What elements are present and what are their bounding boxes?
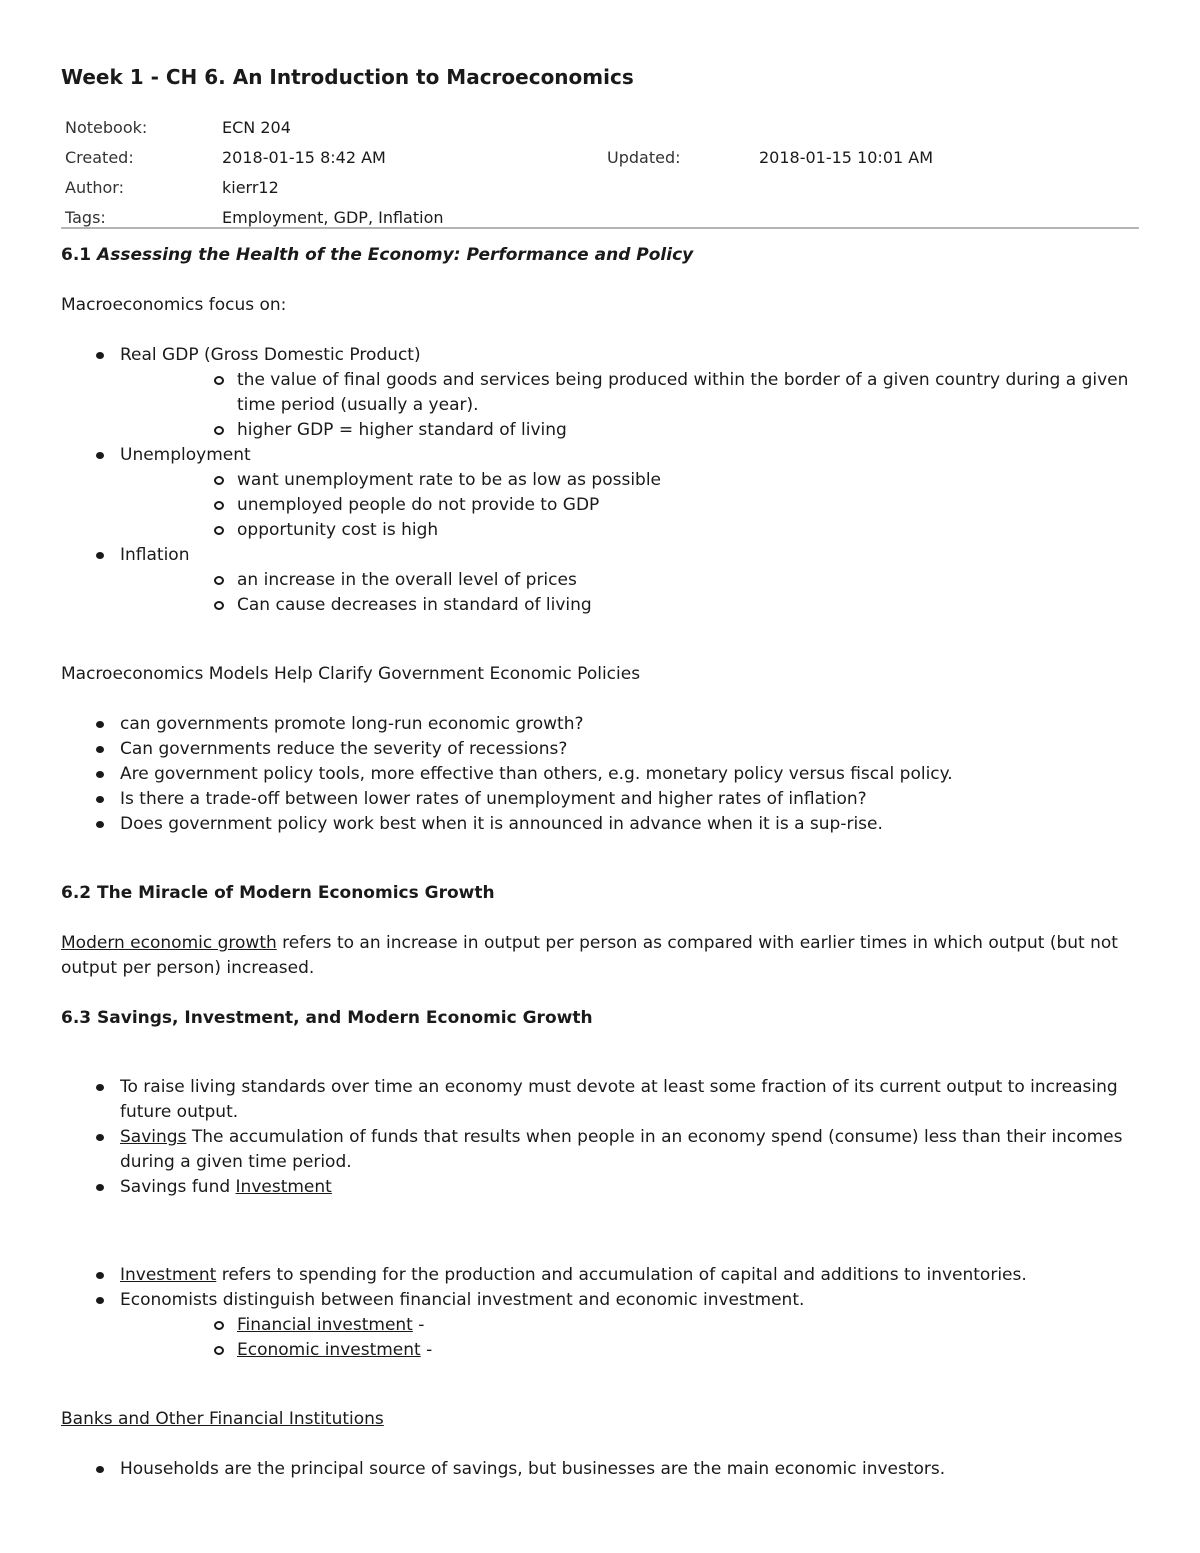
financial-investment-term: Financial investment (237, 1315, 413, 1335)
list-item (61, 1263, 1136, 1288)
sub-list (120, 468, 1136, 543)
note-body (61, 243, 1136, 1482)
sub-list-item: want unemployment rate to be as low as possible (120, 468, 1136, 493)
notebook-value: ECN 204 (222, 117, 291, 137)
created-label: Created: (65, 147, 134, 167)
author-label: Author: (65, 177, 124, 197)
section-6-2-heading: 6.2 The Miracle of Modern Economics Growth (61, 883, 495, 903)
list-item (61, 443, 1136, 543)
list-item (61, 1175, 1136, 1200)
list-item: Can governments reduce the severity of recessions? (61, 737, 1136, 762)
list-item (61, 1125, 1136, 1175)
savings-definition: The accumulation of funds that results when people in an economy spend (consume) less than their incomes during a given time period. (120, 1127, 1123, 1172)
list-item: can governments promote long-run economic growth? (61, 712, 1136, 737)
banks-heading (61, 1407, 1136, 1432)
sub-list-item (120, 1338, 1136, 1363)
section-6-1-title: Assessing the Health of the Economy: Performance and Policy (97, 245, 694, 265)
list-item-label: Economists distinguish between financial investment and economic investment. (120, 1290, 805, 1310)
tags-label: Tags: (65, 207, 106, 227)
list-item: Does government policy work best when it is announced in advance when it is a sup-rise. (61, 812, 1136, 837)
savings-fund-term: Investment (235, 1177, 332, 1197)
sub-list (120, 368, 1136, 443)
section-6-3-heading: 6.3 Savings, Investment, and Modern Economic Growth (61, 1008, 593, 1028)
updated-label: Updated: (607, 147, 681, 167)
updated-value: 2018-01-15 10:01 AM (759, 147, 934, 167)
dash: - (420, 1340, 433, 1360)
list-item: To raise living standards over time an economy must devote at least some fraction of its current output to increasing future output. (61, 1075, 1136, 1125)
modern-growth-term: Modern economic growth (61, 933, 277, 953)
economic-investment-term: Economic investment (237, 1340, 421, 1360)
dash: - (412, 1315, 425, 1335)
list-item-label: Inflation (120, 545, 190, 565)
list-item (61, 1288, 1136, 1363)
savings-list (61, 1075, 1136, 1200)
savings-fund-text: Savings fund (120, 1177, 236, 1197)
banks-heading-text: Banks and Other Financial Institutions (61, 1409, 384, 1429)
created-value: 2018-01-15 8:42 AM (222, 147, 386, 167)
sub-list (120, 568, 1136, 618)
list-item-label: Real GDP (Gross Domestic Product) (120, 345, 421, 365)
section-6-1-heading (61, 243, 1136, 268)
modern-growth-definition: refers to an increase in output per person as compared with earlier times in which output (but not output per person) increased. (61, 933, 1118, 978)
modern-growth-paragraph (61, 931, 1136, 981)
investment-definition: refers to spending for the production and accumulation of capital and additions to inventories. (216, 1265, 1027, 1285)
meta-row-author (61, 172, 1139, 202)
list-item: Is there a trade-off between lower rates of unemployment and higher rates of inflation? (61, 787, 1136, 812)
meta-row-created (61, 142, 1139, 172)
list-item (61, 343, 1136, 443)
investment-term: Investment (120, 1265, 217, 1285)
macro-focus-list (61, 343, 1136, 618)
policy-questions-list (61, 712, 1136, 837)
sub-list-item: opportunity cost is high (120, 518, 1136, 543)
note-metadata (61, 112, 1139, 232)
list-item: Households are the principal source of savings, but businesses are the main economic investors. (61, 1457, 1136, 1482)
sub-list-item: an increase in the overall level of prices (120, 568, 1136, 593)
meta-row-notebook (61, 112, 1139, 142)
macro-focus-intro: Macroeconomics focus on: (61, 295, 287, 315)
notebook-label: Notebook: (65, 117, 148, 137)
note-title: Week 1 - CH 6. An Introduction to Macroeconomics (61, 65, 634, 89)
savings-term: Savings (120, 1127, 187, 1147)
models-intro: Macroeconomics Models Help Clarify Government Economic Policies (61, 664, 641, 684)
author-value: kierr12 (222, 177, 279, 197)
list-item: Are government policy tools, more effective than others, e.g. monetary policy versus fiscal policy. (61, 762, 1136, 787)
list-item (61, 543, 1136, 618)
sub-list (120, 1313, 1136, 1363)
section-6-1-number: 6.1 (61, 245, 92, 265)
sub-list-item: unemployed people do not provide to GDP (120, 493, 1136, 518)
banks-list (61, 1457, 1136, 1482)
list-item-label: Unemployment (120, 445, 251, 465)
sub-list-item: higher GDP = higher standard of living (120, 418, 1136, 443)
sub-list-item (120, 1313, 1136, 1338)
tags-value: Employment, GDP, Inflation (222, 207, 444, 227)
sub-list-item: Can cause decreases in standard of living (120, 593, 1136, 618)
metadata-divider (61, 227, 1139, 229)
investment-list (61, 1263, 1136, 1363)
sub-list-item: the value of final goods and services being produced within the border of a given country during a given time period (usually a year). (120, 368, 1136, 418)
